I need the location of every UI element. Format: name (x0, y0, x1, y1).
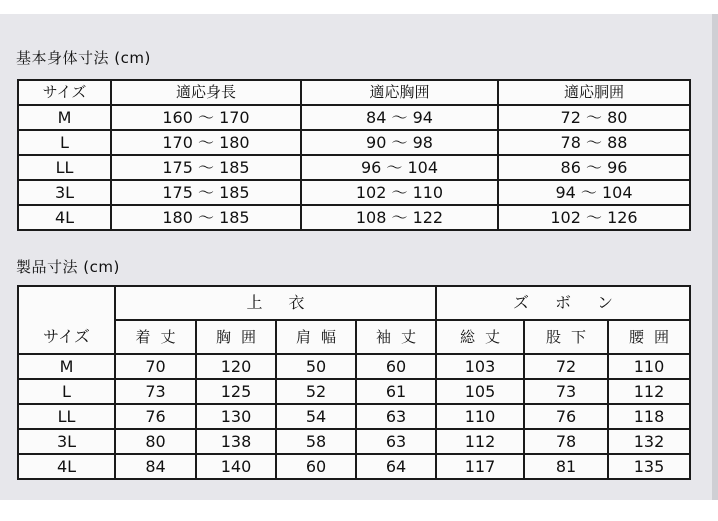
table-row (18, 155, 690, 180)
basic-dimensions-title: 基本身体寸法 (cm) (16, 49, 151, 67)
table-cell: 180 ～ 185 (111, 205, 301, 230)
table-cell: 58 (276, 429, 356, 454)
table-cell: 73 (115, 379, 196, 404)
table-cell: 78 (524, 429, 608, 454)
table-cell: 175 ～ 185 (111, 180, 301, 205)
header-total-length: 総丈 (436, 320, 524, 354)
table-row (18, 205, 690, 230)
size-cell: 3L (18, 429, 115, 454)
table-cell: 175 ～ 185 (111, 155, 301, 180)
size-cell: LL (18, 404, 115, 429)
table-row (18, 429, 690, 454)
header-height: 適応身長 (111, 80, 301, 105)
table-row (18, 404, 690, 429)
table-cell: 96 ～ 104 (301, 155, 498, 180)
table-cell: 63 (356, 429, 436, 454)
size-cell: 3L (18, 180, 111, 205)
header-shoulder: 肩幅 (276, 320, 356, 354)
table-cell: 120 (196, 354, 276, 379)
basic-header-row (18, 80, 690, 105)
table-cell: 112 (608, 379, 690, 404)
table-cell: 60 (356, 354, 436, 379)
table-cell: 84 ～ 94 (301, 105, 498, 130)
table-cell: 112 (436, 429, 524, 454)
table-cell: 80 (115, 429, 196, 454)
header-waist: 適応胴囲 (498, 80, 690, 105)
table-cell: 125 (196, 379, 276, 404)
table-row (18, 354, 690, 379)
table-cell: 52 (276, 379, 356, 404)
table-cell: 64 (356, 454, 436, 479)
table-cell: 76 (115, 404, 196, 429)
table-cell: 76 (524, 404, 608, 429)
table-cell: 63 (356, 404, 436, 429)
header-chest: 胸囲 (196, 320, 276, 354)
table-cell: 94 ～ 104 (498, 180, 690, 205)
table-cell: 138 (196, 429, 276, 454)
table-cell: 110 (608, 354, 690, 379)
table-cell: 90 ～ 98 (301, 130, 498, 155)
table-cell: 103 (436, 354, 524, 379)
table-cell: 140 (196, 454, 276, 479)
product-header-row (18, 320, 690, 354)
table-cell: 86 ～ 96 (498, 155, 690, 180)
table-cell: 50 (276, 354, 356, 379)
table-cell: 110 (436, 404, 524, 429)
size-cell: 4L (18, 454, 115, 479)
size-cell: LL (18, 155, 111, 180)
table-cell: 72 ～ 80 (498, 105, 690, 130)
table-cell: 105 (436, 379, 524, 404)
table-cell: 102 ～ 126 (498, 205, 690, 230)
table-cell: 60 (276, 454, 356, 479)
product-dimensions-title: 製品寸法 (cm) (16, 258, 120, 276)
size-cell: 4L (18, 205, 111, 230)
table-cell: 108 ～ 122 (301, 205, 498, 230)
header-hip: 腰囲 (608, 320, 690, 354)
table-cell: 130 (196, 404, 276, 429)
table-cell: 102 ～ 110 (301, 180, 498, 205)
table-cell: 160 ～ 170 (111, 105, 301, 130)
table-cell: 54 (276, 404, 356, 429)
table-row (18, 454, 690, 479)
header-length: 着丈 (115, 320, 196, 354)
table-cell: 84 (115, 454, 196, 479)
table-cell: 118 (608, 404, 690, 429)
header-chest: 適応胸囲 (301, 80, 498, 105)
table-cell: 72 (524, 354, 608, 379)
table-row (18, 105, 690, 130)
table-cell: 117 (436, 454, 524, 479)
table-row (18, 130, 690, 155)
header-sleeve: 袖丈 (356, 320, 436, 354)
table-cell: 170 ～ 180 (111, 130, 301, 155)
table-cell: 132 (608, 429, 690, 454)
size-cell: M (18, 105, 111, 130)
group-jacket: 上衣 (115, 286, 436, 320)
group-pants: ズボン (436, 286, 690, 320)
basic-dimensions-table (17, 79, 691, 231)
header-size: サイズ (18, 80, 111, 105)
product-dimensions-table (17, 285, 691, 480)
header-inseam: 股下 (524, 320, 608, 354)
table-cell: 78 ～ 88 (498, 130, 690, 155)
table-row (18, 379, 690, 404)
product-group-row (18, 286, 690, 320)
size-cell: L (18, 379, 115, 404)
table-cell: 135 (608, 454, 690, 479)
table-cell: 73 (524, 379, 608, 404)
size-cell: M (18, 354, 115, 379)
table-row (18, 180, 690, 205)
table-cell: 61 (356, 379, 436, 404)
size-cell: L (18, 130, 111, 155)
table-cell: 81 (524, 454, 608, 479)
product-size-header: サイズ (18, 286, 115, 354)
table-cell: 70 (115, 354, 196, 379)
